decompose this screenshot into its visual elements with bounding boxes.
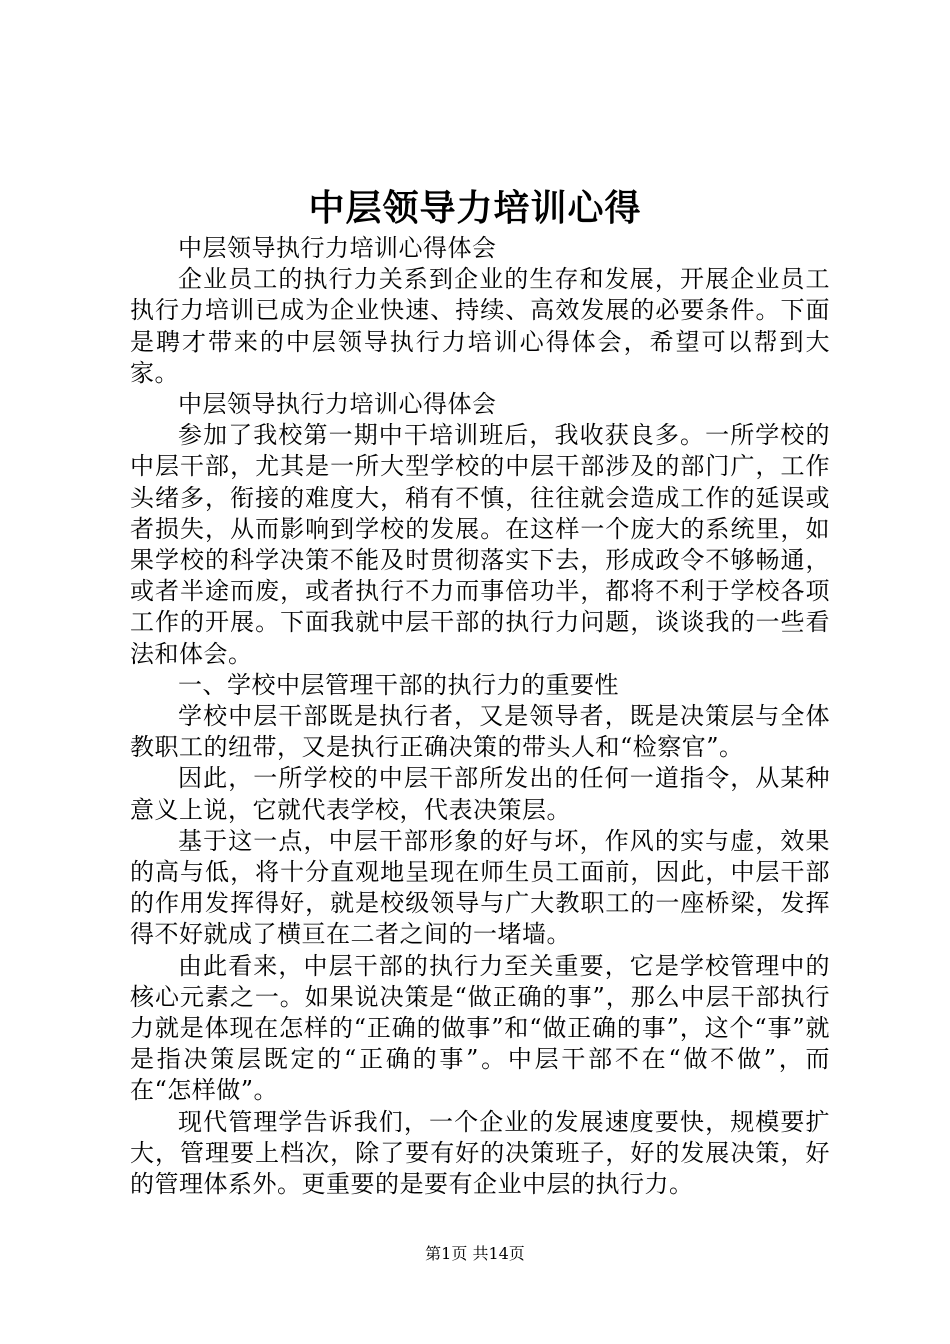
document-title: 中层领导力培训心得	[308, 187, 642, 229]
paragraph-section-heading: 一、学校中层管理干部的执行力的重要性	[178, 670, 619, 699]
paragraph-intro: 企业员工的执行力关系到企业的生存和发展，开展企业员工执行力培训已成为企业快速、持续、高效发展的必要条件。下面是聘才带来的中层领导执行力培训心得体会，希望可以帮到大家。	[130, 265, 830, 387]
document-body	[130, 233, 830, 1200]
page-number-footer: 第1页 共14页	[425, 1244, 525, 1263]
paragraph-subtitle-1: 中层领导执行力培训心得体会	[178, 234, 497, 262]
paragraph-subtitle-2: 中层领导执行力培训心得体会	[178, 390, 497, 419]
paragraph-therefore: 因此，一所学校的中层干部所发出的任何一道指令，从某种意义上说，它就代表学校，代表决策层。	[130, 764, 830, 824]
paragraph-importance: 由此看来，中层干部的执行力至关重要，它是学校管理中的核心元素之一。如果说决策是“做正确的事”，那么中层干部执行力就是体现在怎样的“正确的做事”和“做正确的事”，这个“事”就是指决策层既定的“正确的事”。中层干部不在“做不做”，而在“怎样做”。	[130, 951, 830, 1105]
paragraph-image: 基于这一点，中层干部形象的好与坏，作风的实与虚，效果的高与低，将十分直观地呈现在师生员工面前，因此，中层干部的作用发挥得好，就是校级领导与广大教职工的一座桥梁，发挥得不好就成了横亘在二者之间的一堵墙。	[130, 826, 830, 949]
paragraph-role: 学校中层干部既是执行者，又是领导者，既是决策层与全体教职工的纽带，又是执行正确决策的带头人和“检察官”。	[130, 702, 830, 762]
paragraph-modern-management: 现代管理学告诉我们，一个企业的发展速度要快，规模要扩大，管理要上档次，除了要有好的决策班子，好的发展决策，好的管理体系外。更重要的是要有企业中层的执行力。	[130, 1107, 830, 1199]
paragraph-training-experience: 参加了我校第一期中干培训班后，我收获良多。一所学校的中层干部，尤其是一所大型学校的中层干部涉及的部门广，工作头绪多，衔接的难度大，稍有不慎，往往就会造成工作的延误或者损失，从而影响到学校的发展。在这样一个庞大的系统里，如果学校的科学决策不能及时贯彻落实下去，形成政令不够畅通，或者半途而废，或者执行不力而事倍功半，都将不利于学校各项工作的开展。下面我就中层干部的执行力问题，谈谈我的一些看法和体会。	[130, 421, 830, 668]
